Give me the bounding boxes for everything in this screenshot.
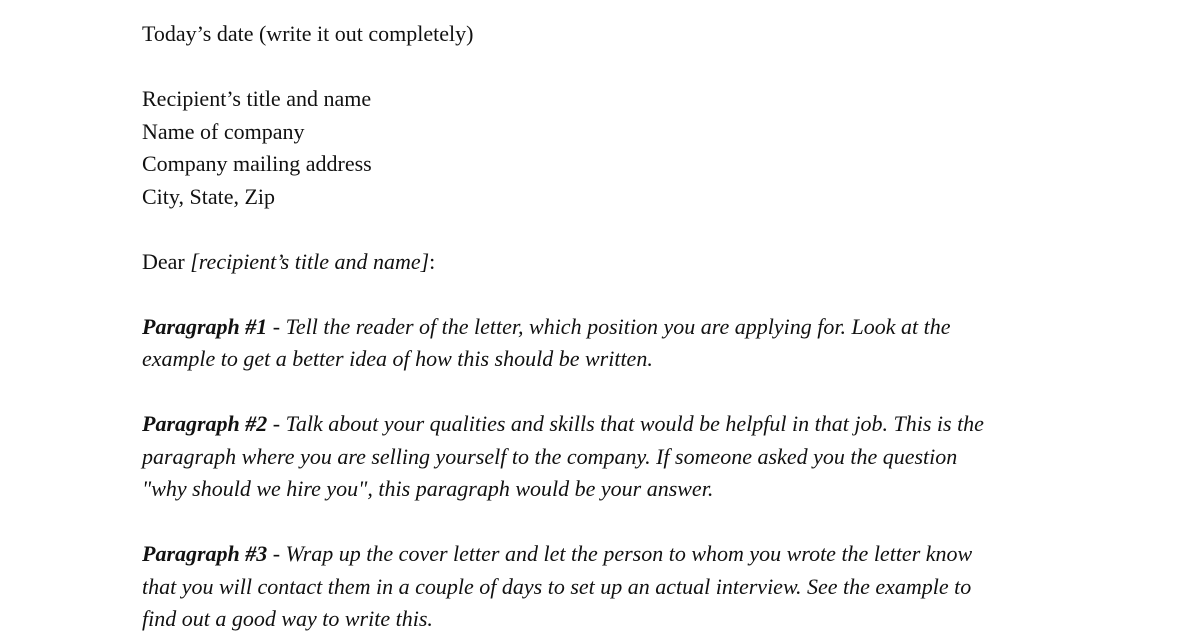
paragraph-text: Talk about your qualities and skills that would be helpful in that job. This is the bbox=[285, 411, 984, 436]
paragraph-separator: - bbox=[267, 541, 286, 566]
paragraph-line bbox=[142, 538, 1142, 571]
spacer bbox=[142, 213, 1142, 246]
recipient-title-name: Recipient’s title and name bbox=[142, 86, 372, 111]
salutation-prefix: Dear bbox=[142, 248, 191, 274]
paragraph-text: Wrap up the cover letter and let the person to whom you wrote the letter know bbox=[285, 541, 973, 566]
recipient-company: Name of company bbox=[142, 118, 305, 144]
paragraph-separator: - bbox=[267, 313, 286, 339]
recipient-block bbox=[142, 83, 1142, 213]
spacer bbox=[142, 51, 1142, 84]
paragraph-separator: - bbox=[267, 411, 286, 436]
cover-letter-template bbox=[142, 18, 1142, 636]
spacer bbox=[142, 278, 1142, 311]
paragraph-1 bbox=[142, 311, 1142, 376]
paragraph-2 bbox=[142, 408, 1142, 506]
recipient-city-state-zip: City, State, Zip bbox=[142, 183, 276, 209]
paragraph-label: Paragraph #3 bbox=[142, 541, 268, 566]
salutation-suffix: : bbox=[429, 248, 436, 274]
salutation-placeholder: [recipient’s title and name] bbox=[190, 248, 430, 274]
paragraph-label: Paragraph #2 bbox=[142, 411, 268, 436]
paragraph-text: "why should we hire you", this paragraph would be your answer. bbox=[142, 476, 714, 501]
spacer bbox=[142, 506, 1142, 539]
recipient-address: Company mailing address bbox=[142, 151, 372, 176]
paragraph-3 bbox=[142, 538, 1142, 636]
salutation bbox=[142, 246, 1142, 279]
paragraph-line bbox=[142, 311, 1142, 344]
paragraph-text: Tell the reader of the letter, which position you are applying for. Look at the bbox=[285, 313, 951, 339]
paragraph-label: Paragraph #1 bbox=[142, 313, 268, 339]
spacer bbox=[142, 376, 1142, 409]
date-line: Today’s date (write it out completely) bbox=[142, 21, 474, 46]
paragraph-text: that you will contact them in a couple of days to set up an actual interview. See the example to bbox=[142, 573, 972, 599]
paragraph-text: example to get a better idea of how this should be written. bbox=[142, 346, 653, 371]
paragraph-text: paragraph where you are selling yourself to the company. If someone asked you the question bbox=[142, 443, 958, 469]
paragraph-text: find out a good way to write this. bbox=[142, 606, 433, 631]
paragraph-line bbox=[142, 408, 1142, 441]
